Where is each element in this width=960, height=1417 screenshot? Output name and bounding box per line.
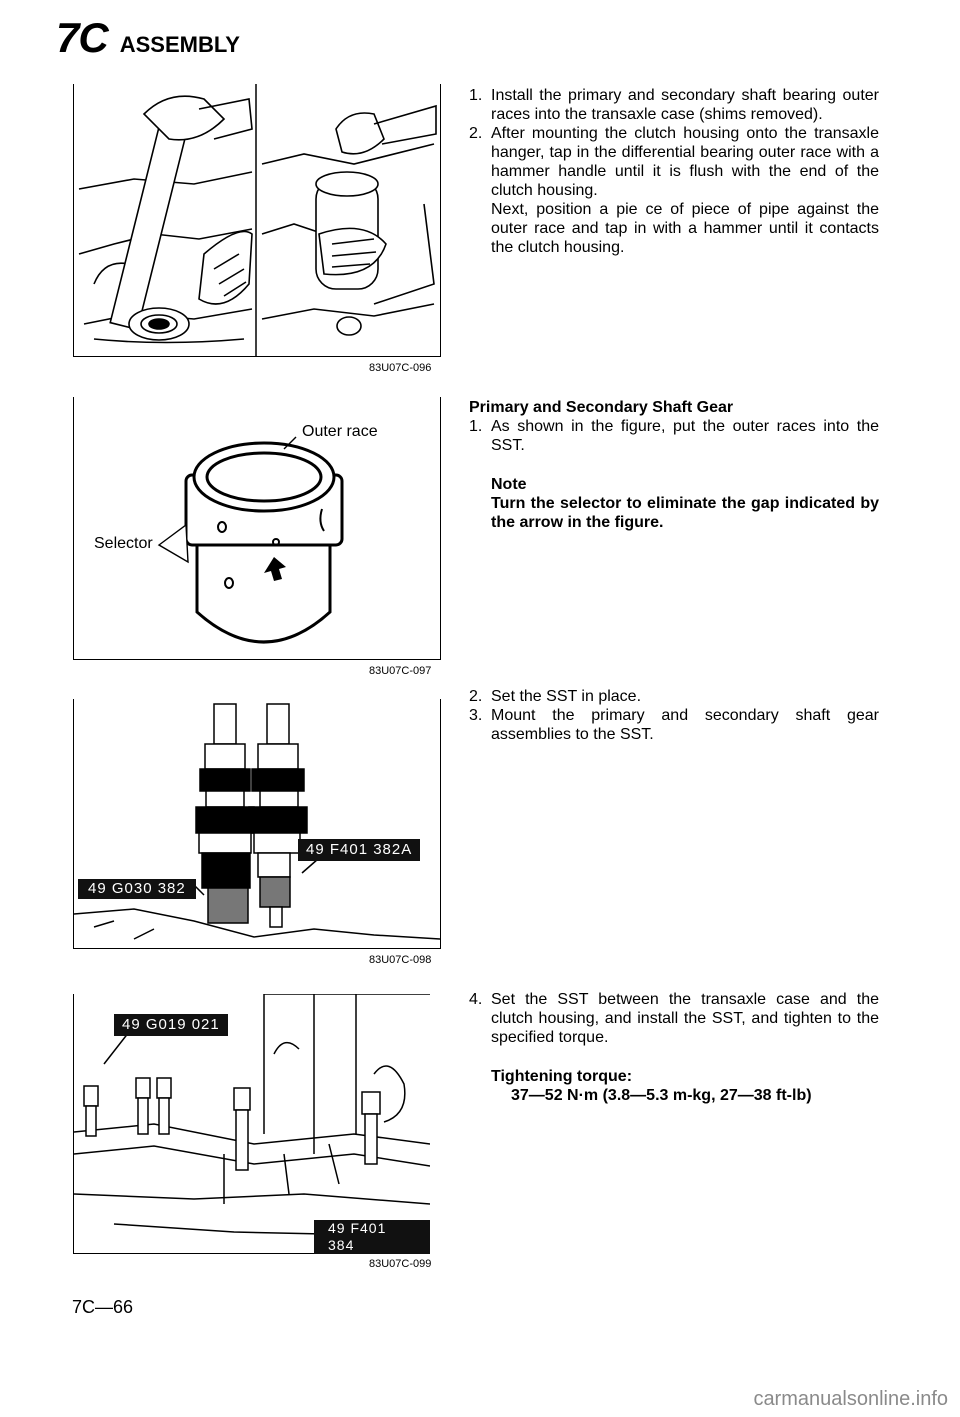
- sst-tag: 49 G030 382: [78, 879, 196, 899]
- note-label: Note: [491, 476, 527, 493]
- step-text: As shown in the figure, put the outer races into the SST.: [491, 418, 879, 454]
- step-text: After mounting the clutch housing onto the transaxle hanger, tap in the differential bearing outer race with a hammer handle until it is flush with the end of the clutch housing.: [491, 125, 879, 199]
- step-number: 1.: [469, 418, 483, 435]
- step-number: 1.: [469, 87, 483, 104]
- bearing-install-illustration: [74, 84, 440, 356]
- watermark: carmanualsonline.info: [753, 1388, 948, 1410]
- step-item: [469, 990, 879, 1047]
- text-block-torque: [469, 990, 879, 1105]
- step-text: Install the primary and secondary shaft bearing outer races into the transaxle case (shims removed).: [491, 87, 879, 123]
- section-title: ASSEMBLY: [119, 32, 240, 57]
- figure-bearing-install: [73, 84, 441, 357]
- figure-shaft-gears: [73, 699, 441, 949]
- torque-value: 37—52 N·m (3.8—5.3 m-kg, 27—38 ft-lb): [511, 1087, 812, 1104]
- page-number: 7C—66: [72, 1297, 134, 1317]
- sst-tag: 49 F401 382A: [298, 839, 420, 861]
- step-number: 3.: [469, 707, 483, 724]
- section-heading: Primary and Secondary Shaft Gear: [469, 399, 734, 416]
- shaft-gears-illustration: [74, 699, 440, 948]
- figure-sst-selector: [73, 397, 441, 660]
- sst-selector-illustration: [74, 397, 440, 659]
- step-text: Mount the primary and secondary shaft gear assemblies to the SST.: [491, 707, 879, 743]
- figure-caption: 83U07C-099: [369, 1258, 432, 1270]
- step-item: [469, 124, 879, 200]
- step-number: 2.: [469, 688, 483, 705]
- note-text: Turn the selector to eliminate the gap indicated by the arrow in the figure.: [491, 495, 879, 531]
- step-item: [469, 706, 879, 744]
- sst-tag: 49 G019 021: [114, 1014, 228, 1036]
- step-item: [469, 86, 879, 124]
- step-text: Set the SST between the transaxle case and the clutch housing, and install the SST, and tighten to the specified torque.: [491, 991, 879, 1046]
- text-block-shaft-gear: [469, 398, 879, 532]
- step-number: 2.: [469, 125, 483, 142]
- figure-caption: 83U07C-096: [369, 362, 432, 374]
- figure-sst-install: [73, 994, 430, 1254]
- section-header: [56, 14, 240, 62]
- text-block-set-sst: [469, 687, 879, 744]
- step-item: [469, 417, 879, 455]
- section-code: 7C: [56, 14, 108, 61]
- text-block-outer-races: [469, 86, 879, 257]
- label-selector: Selector: [94, 535, 153, 552]
- step-continuation: Next, position a pie ce of piece of pipe against the outer race and tap in with a hammer until it contacts the clutch housing.: [491, 201, 879, 256]
- figure-caption: 83U07C-098: [369, 954, 432, 966]
- figure-caption: 83U07C-097: [369, 665, 432, 677]
- step-text: Set the SST in place.: [491, 688, 642, 705]
- torque-label: Tightening torque:: [491, 1068, 633, 1085]
- step-item: [469, 687, 879, 706]
- step-number: 4.: [469, 991, 483, 1008]
- label-outer-race: Outer race: [302, 423, 378, 440]
- sst-tag: 49 F401 384: [314, 1220, 430, 1254]
